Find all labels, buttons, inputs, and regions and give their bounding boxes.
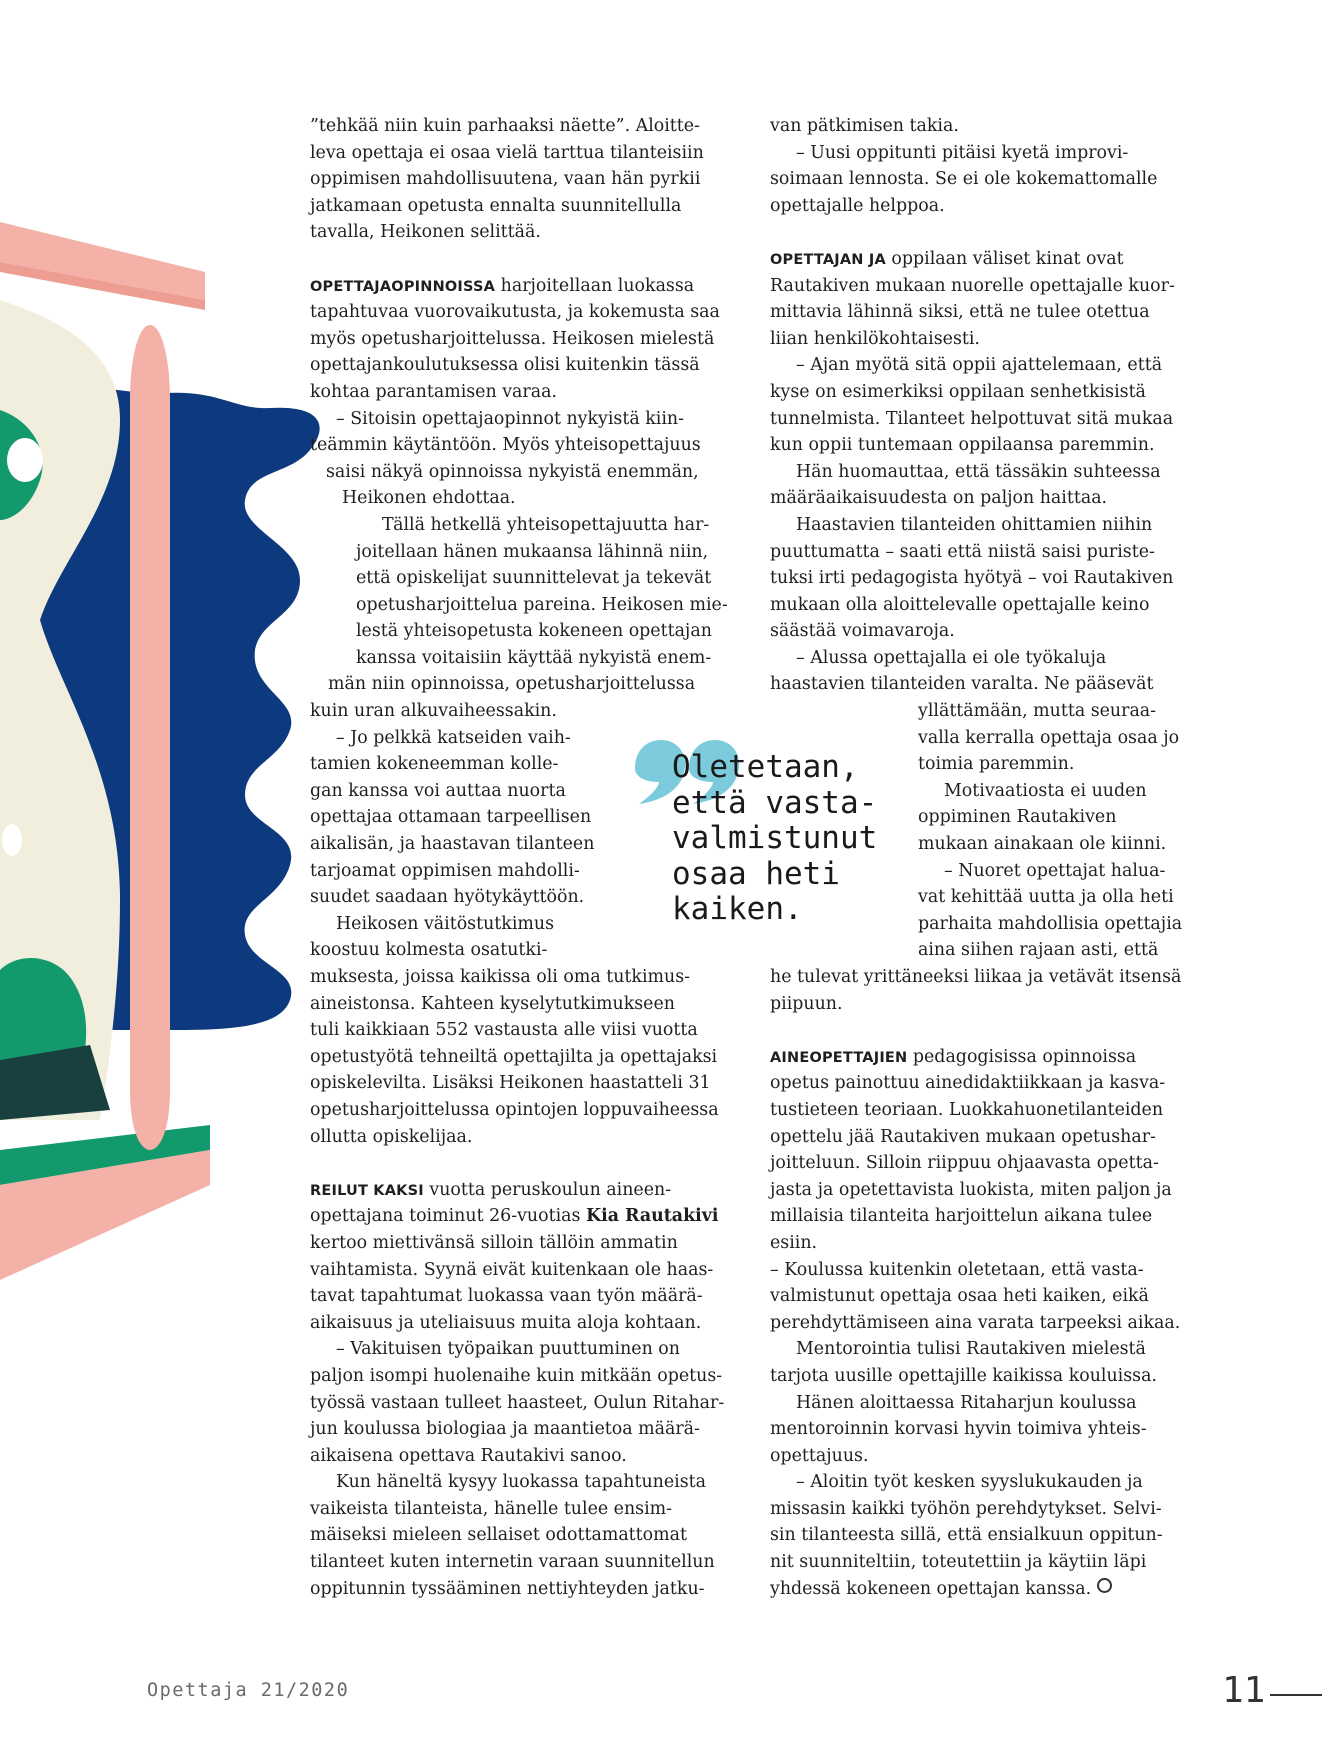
line-text: jatkamaan opetusta ennalta suunnitellulla [310, 195, 682, 216]
line-text: myös opetusharjoittelussa. Heikosen mielestä [310, 328, 715, 349]
line-text: – Alussa opettajalla ei ole työkaluja [796, 647, 1107, 668]
text-line [310, 1416, 730, 1443]
text-line [310, 592, 730, 619]
line-text: kanssa voitaisiin käyttää nykyistä enem- [356, 647, 712, 668]
line-text: Hän huomauttaa, että tässäkin suhteessa [796, 461, 1161, 482]
magazine-issue: Opettaja 21/2020 [147, 1680, 350, 1701]
text-line [770, 432, 1190, 459]
text-line [770, 352, 1190, 379]
text-line [310, 1257, 730, 1284]
line-text: toimia paremmin. [918, 754, 1075, 775]
line-text: jasta ja opetettavista luokista, miten paljon ja [770, 1179, 1172, 1200]
line-text: Heikosen väitöstutkimus [336, 913, 555, 934]
pull-quote-text: Oletetaan, että vasta- valmistunut osaa heti kaiken. [672, 749, 878, 927]
page-number: 11 [1222, 1670, 1266, 1711]
line-text: – Uusi oppitunti pitäisi kyetä improvi- [796, 142, 1129, 163]
line-text: harjoitellaan luokassa [495, 275, 695, 296]
line-text: nit suunniteltiin, toteutettiin ja käytiin läpi [770, 1552, 1147, 1573]
text-line [310, 113, 730, 140]
line-text: joitteluun. Silloin riippuu ohjaavasta opetta- [770, 1153, 1159, 1174]
line-text: oppilaan väliset kinat ovat [885, 248, 1124, 269]
line-text: oppiminen Rautakiven [918, 807, 1117, 828]
line-text: – Sitoisin opettajaopinnot nykyistä kiin- [336, 408, 684, 429]
text-line [770, 1496, 1190, 1523]
text-line [310, 193, 730, 220]
line-text: perehdyttämiseen aina varata tarpeeksi aikaa. [770, 1312, 1181, 1333]
text-line [770, 671, 1190, 698]
text-line [770, 1336, 1190, 1363]
line-text: valla kerralla opettaja osaa jo [918, 727, 1180, 748]
line-text: aikalisän, ja haastavan tilanteen [310, 834, 595, 855]
line-text: muksesta, joissa kaikissa oli oma tutkimus- [310, 967, 691, 987]
text-line [310, 618, 730, 645]
text-line [310, 991, 730, 1018]
line-text: millaisia tilanteita harjoittelun aikana tulee [770, 1206, 1153, 1227]
text-line [770, 1097, 1190, 1124]
line-text: määräaikaisuudesta on paljon haittaa. [770, 488, 1108, 509]
text-line [310, 645, 730, 672]
text-line [310, 219, 730, 246]
end-mark-icon [1097, 1578, 1112, 1593]
line-text: tilanteet kuten internetin varaan suunnitellun [310, 1552, 715, 1573]
line-text: vaikeista tilanteista, hänelle tulee ensim- [310, 1498, 673, 1519]
text-line [770, 166, 1190, 193]
text-line [310, 406, 730, 433]
line-text: yllättämään, mutta seuraa- [918, 701, 1157, 722]
section-lead-in: OPETTAJAOPINNOISSA [310, 278, 496, 295]
line-text: joitellaan hänen mukaansa lähinnä niin, [356, 541, 709, 562]
text-line [770, 406, 1190, 433]
line-text: säästää voimavaroja. [770, 621, 955, 642]
text-line [310, 352, 730, 379]
text-line [770, 1549, 1190, 1576]
line-text: aina siihen rajaan asti, että [918, 940, 1159, 961]
paragraph-gap [310, 1150, 730, 1177]
line-text: oppitunnin tyssääminen nettiyhteyden jatku- [310, 1578, 705, 1599]
paragraph-gap [310, 246, 730, 273]
text-line [310, 937, 730, 964]
text-line [310, 1177, 730, 1204]
line-text: kohtaa parantamisen varaa. [310, 381, 557, 402]
line-text: Tällä hetkellä yhteisopettajuutta har- [382, 514, 710, 535]
text-line [310, 326, 730, 353]
text-line [770, 937, 1190, 964]
text-line [770, 1070, 1190, 1097]
text-line [310, 1336, 730, 1363]
text-line [770, 299, 1190, 326]
text-line [310, 1496, 730, 1523]
text-line [770, 113, 1190, 140]
line-text: opetusharjoittelussa opintojen loppuvaiheessa [310, 1099, 719, 1120]
line-text: – Jo pelkkä katseiden vaih- [336, 727, 571, 748]
line-text: ollutta opiskelijaa. [310, 1126, 473, 1147]
line-text: vaihtamista. Syynä eivät kuitenkaan ole haas- [310, 1259, 714, 1280]
line-text: – Aloitin työt kesken syyslukukauden ja [796, 1472, 1143, 1493]
line-text: saisi näkyä opinnoissa nykyistä enemmän, [326, 461, 699, 482]
text-line [310, 432, 730, 459]
text-line [770, 964, 1190, 991]
line-text: että opiskelijat suunnittelevat ja tekevät [356, 568, 712, 589]
line-text: paljon isompi huolenaihe kuin mitkään opetus- [310, 1365, 723, 1386]
text-line [770, 565, 1190, 592]
sand-highlight [7, 438, 43, 482]
line-text: missasin kaikki työhön perehdytykset. Selvi- [770, 1498, 1162, 1519]
line-text: he tulevat yrittäneeksi liikaa ja vetävät itsensä [770, 967, 1182, 987]
line-text: – Koulussa kuitenkin oletetaan, että vasta- [770, 1259, 1144, 1280]
text-line [770, 1416, 1190, 1443]
line-text: vuotta peruskoulun aineen- [423, 1179, 672, 1200]
text-line [310, 379, 730, 406]
text-line [310, 1017, 730, 1044]
text-line [770, 1150, 1190, 1177]
text-line [770, 1230, 1190, 1257]
text-line [310, 565, 730, 592]
line-text: pedagogisissa opinnoissa [907, 1046, 1137, 1067]
text-line [310, 140, 730, 167]
line-text: tarjota uusille opettajille kaikissa kouluissa. [770, 1365, 1157, 1386]
text-line [310, 1203, 730, 1230]
line-text: teämmin käytäntöön. Myös yhteisopettajuus [310, 435, 701, 456]
text-line [770, 1390, 1190, 1417]
text-line [310, 698, 730, 725]
line-text: jun koulussa biologiaa ja maantietoa määrä- [310, 1419, 700, 1440]
line-text: lestä yhteisopetusta kokeneen opettajan [356, 621, 712, 642]
line-text: tapahtuvaa vuorovaikutusta, ja kokemusta saa [310, 302, 720, 323]
line-text: puuttumatta – saati että niistä saisi puriste- [770, 541, 1155, 562]
text-line [310, 671, 730, 698]
line-text: Hänen aloittaessa Ritaharjun koulussa [796, 1392, 1137, 1413]
line-text: haastavien tilanteiden varalta. Ne pääsevät [770, 674, 1154, 695]
text-line [310, 299, 730, 326]
text-line [310, 1124, 730, 1151]
line-text: mukaan ainakaan ole kiinni. [918, 834, 1167, 855]
text-line [770, 1044, 1190, 1071]
text-line [770, 618, 1190, 645]
paragraph-gap [770, 219, 1190, 246]
text-line [770, 379, 1190, 406]
text-line [310, 1283, 730, 1310]
text-line [770, 1363, 1190, 1390]
text-line [770, 1124, 1190, 1151]
line-text: opettajana toiminut 26-vuotias [310, 1206, 586, 1227]
pull-quote [630, 738, 877, 928]
line-text: opettelu jää Rautakiven mukaan opetushar- [770, 1126, 1156, 1147]
paragraph-gap [770, 1017, 1190, 1044]
line-text: – Nuoret opettajat halua- [944, 860, 1166, 881]
line-text: opiskelevilta. Lisäksi Heikonen haastatteli 31 [310, 1073, 711, 1094]
text-line [770, 539, 1190, 566]
text-line [310, 1310, 730, 1337]
line-text: van pätkimisen takia. [770, 116, 959, 136]
text-line [770, 326, 1190, 353]
line-text: aineistonsa. Kahteen kyselytutkimukseen [310, 993, 675, 1014]
text-line [310, 273, 730, 300]
line-text: leva opettaja ei osaa vielä tarttua tilanteisiin [310, 142, 704, 163]
line-text: suudet saadaan hyötykäyttöön. [310, 887, 585, 908]
text-line [770, 592, 1190, 619]
line-text: mukaan olla aloittelevalle opettajalle keino [770, 594, 1150, 615]
line-text: kuin uran alkuvaiheessakin. [310, 701, 557, 722]
text-line [770, 485, 1190, 512]
text-line [310, 166, 730, 193]
line-text: sin tilanteesta sillä, että ensialkuun oppitun- [770, 1525, 1163, 1546]
line-text: parhaita mahdollisia opettajia [918, 913, 1183, 934]
text-line [770, 991, 1190, 1018]
sand-highlight-lower [35, 892, 75, 948]
text-line [770, 698, 1190, 725]
line-text: Kun häneltä kysyy luokassa tapahtuneista [336, 1472, 706, 1493]
text-line [310, 964, 730, 991]
line-text: Haastavien tilanteiden ohittamien niihin [796, 514, 1153, 535]
line-text: tuli kaikkiaan 552 vastausta alle viisi vuotta [310, 1020, 698, 1041]
line-text: opettajalle helppoa. [770, 195, 945, 216]
line-text: valmistunut opettaja osaa heti kaiken, eikä [770, 1286, 1149, 1307]
pink-pillar-shape [130, 325, 170, 1150]
text-line [770, 193, 1190, 220]
line-text: vat kehittää uutta ja olla heti [918, 887, 1174, 908]
text-line [310, 1469, 730, 1496]
text-line [770, 1469, 1190, 1496]
text-line [310, 1549, 730, 1576]
line-text: tavalla, Heikonen selittää. [310, 222, 541, 243]
text-line [770, 1443, 1190, 1470]
line-text: soimaan lennosta. Se ei ole kokemattomalle [770, 169, 1158, 190]
text-line [310, 1097, 730, 1124]
line-text: opettajaa ottamaan tarpeellisen [310, 807, 592, 828]
text-line [770, 1283, 1190, 1310]
line-text: aikaisuus ja uteliaisuus muita aloja kohtaan. [310, 1312, 702, 1333]
line-text: tavat tapahtumat luokassa vaan työn määrä- [310, 1286, 703, 1307]
text-line [310, 1044, 730, 1071]
line-text: opetus painottuu ainedidaktiikkaan ja kasva- [770, 1073, 1166, 1094]
text-line [770, 140, 1190, 167]
text-line [770, 1576, 1190, 1603]
text-line [310, 459, 730, 486]
line-text: Motivaatiosta ei uuden [944, 780, 1147, 801]
line-text: esiin. [770, 1232, 818, 1253]
line-text: tamien kokeneemman kolle- [310, 754, 559, 775]
text-line [770, 512, 1190, 539]
text-line [310, 512, 730, 539]
line-text: gan kanssa voi auttaa nuorta [310, 780, 566, 801]
sand-dot [2, 824, 22, 856]
text-line [310, 1070, 730, 1097]
person-name: Kia Rautakivi [585, 1206, 719, 1227]
text-line [770, 1257, 1190, 1284]
line-text: kertoo miettivänsä silloin tällöin ammatin [310, 1232, 678, 1253]
text-line [310, 1522, 730, 1549]
line-text: opettajuus. [770, 1445, 869, 1466]
text-line [770, 1522, 1190, 1549]
line-text: koostuu kolmesta osatutki- [310, 940, 548, 961]
text-line [770, 273, 1190, 300]
section-lead-in: AINEOPETTAJIEN [770, 1049, 908, 1066]
text-line [770, 1203, 1190, 1230]
line-text: Heikonen ehdottaa. [342, 488, 516, 509]
line-text: piipuun. [770, 993, 843, 1014]
line-text: mentoroinnin korvasi hyvin toimiva yhteis- [770, 1419, 1147, 1440]
line-text: Mentorointia tulisi Rautakiven mielestä [796, 1339, 1146, 1360]
line-text: opetusharjoittelua pareina. Heikosen mie- [356, 594, 728, 615]
line-text: tunnelmista. Tilanteet helpottuvat sitä mukaa [770, 408, 1174, 429]
hourglass-illustration [0, 0, 320, 1763]
line-text: – Vakituisen työpaikan puuttuminen on [336, 1339, 680, 1360]
line-text: Rautakiven mukaan nuorelle opettajalle kuor- [770, 275, 1175, 296]
text-line [310, 1390, 730, 1417]
line-text: ”tehkää niin kuin parhaaksi näette”. Aloitte- [310, 116, 700, 136]
line-text: työssä vastaan tulleet haasteet, Oulun Ritahar- [310, 1392, 725, 1413]
text-line [310, 539, 730, 566]
line-text: yhdessä kokeneen opettajan kanssa. [770, 1578, 1092, 1599]
line-text: liian henkilökohtaisesti. [770, 328, 980, 349]
line-text: tustieteen teoriaan. Luokkahuonetilanteiden [770, 1099, 1164, 1120]
text-line [770, 459, 1190, 486]
text-line [770, 246, 1190, 273]
text-line [770, 1310, 1190, 1337]
section-lead-in: OPETTAJAN JA [770, 251, 886, 268]
text-line [310, 1576, 730, 1603]
line-text: opettajankoulutuksessa olisi kuitenkin tässä [310, 355, 700, 376]
text-line [310, 1443, 730, 1470]
line-text: oppimisen mahdollisuutena, vaan hän pyrkii [310, 169, 701, 190]
line-text: tarjoamat oppimisen mahdolli- [310, 860, 580, 881]
text-line [310, 485, 730, 512]
line-text: opetustyötä tehneiltä opettajilta ja opettajaksi [310, 1046, 718, 1067]
page-number-rule [1270, 1694, 1322, 1696]
line-text: – Ajan myötä sitä oppii ajattelemaan, että [796, 355, 1163, 376]
line-text: män niin opinnoissa, opetusharjoittelussa [328, 674, 696, 695]
line-text: aikaisena opettava Rautakivi sanoo. [310, 1445, 627, 1466]
text-line [310, 1230, 730, 1257]
text-line [310, 1363, 730, 1390]
section-lead-in: REILUT KAKSI [310, 1182, 424, 1199]
line-text: kyse on esimerkiksi oppilaan senhetkisistä [770, 381, 1146, 402]
line-text: tuksi irti pedagogista hyötyä – voi Rautakiven [770, 568, 1174, 589]
line-text: mittavia lähinnä siksi, että ne tulee otettua [770, 302, 1150, 323]
text-line [770, 1177, 1190, 1204]
line-text: kun oppii tuntemaan oppilaansa paremmin. [770, 435, 1155, 456]
text-line [770, 645, 1190, 672]
line-text: mäiseksi mieleen sellaiset odottamattomat [310, 1525, 687, 1546]
